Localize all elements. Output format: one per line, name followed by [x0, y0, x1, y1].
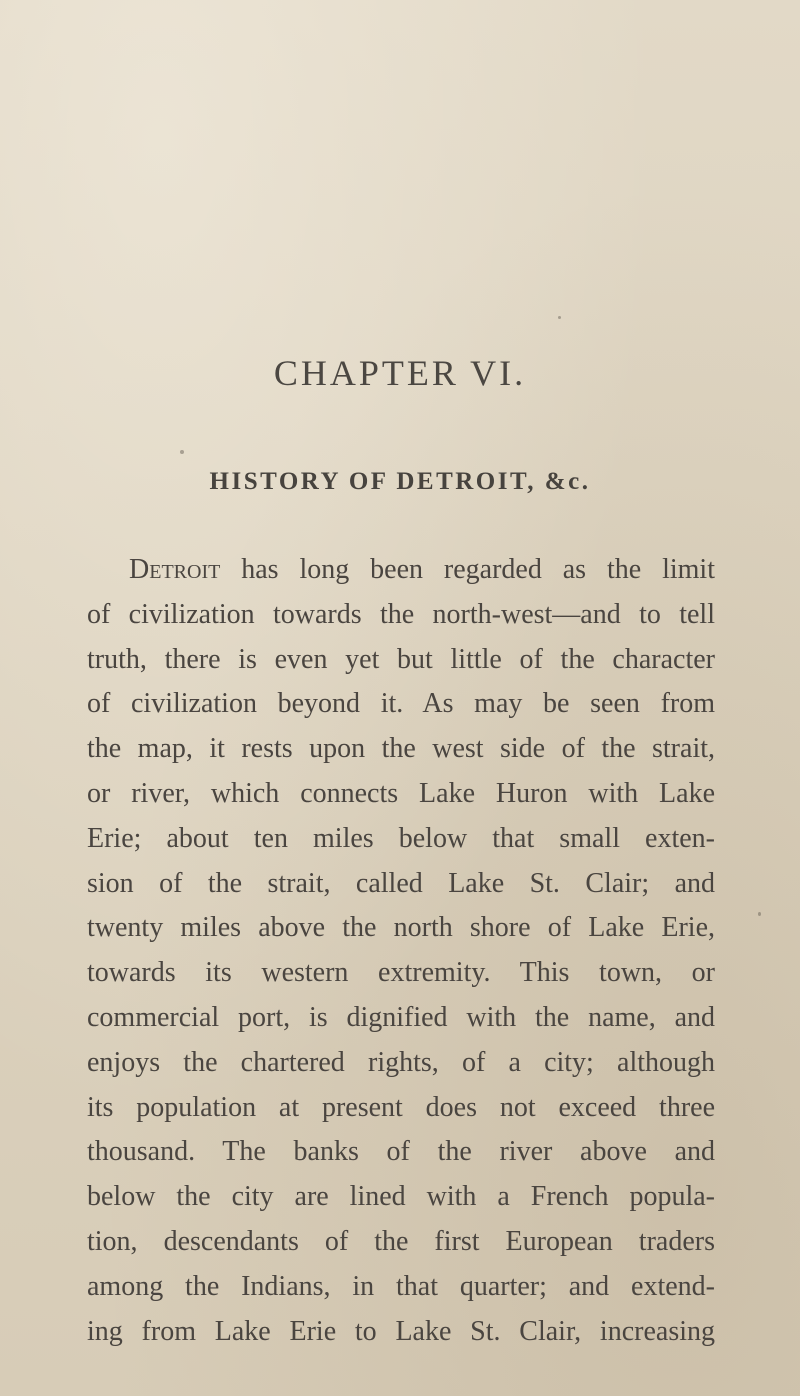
body-line: Erie; about ten miles below that small exten- — [87, 822, 715, 854]
paper-speck — [180, 450, 184, 454]
paper-speck — [558, 316, 561, 319]
body-line: Detroit has long been regarded as the limit — [129, 554, 715, 585]
body-line: sion of the strait, called Lake St. Clair; and — [87, 867, 715, 899]
paper-speck — [758, 912, 761, 916]
body-line: tion, descendants of the first European traders — [87, 1225, 715, 1257]
chapter-body — [87, 548, 715, 1354]
body-line: of civilization towards the north-west—and to tell — [87, 598, 715, 630]
body-line: among the Indians, in that quarter; and extend- — [87, 1270, 715, 1302]
chapter-heading: CHAPTER VI. — [273, 353, 527, 393]
body-line: below the city are lined with a French popula- — [87, 1181, 715, 1213]
body-line: its population at present does not exceed three — [87, 1091, 715, 1123]
body-line: towards its western extremity. This town, or — [87, 957, 715, 989]
body-line: truth, there is even yet but little of the character — [87, 643, 715, 675]
body-line: the map, it rests upon the west side of the strait, — [87, 733, 715, 765]
body-line: or river, which connects Lake Huron with Lake — [87, 777, 715, 809]
body-line: of civilization beyond it. As may be seen from — [87, 688, 715, 720]
body-line: enjoys the chartered rights, of a city; although — [87, 1046, 715, 1078]
body-line: ing from Lake Erie to Lake St. Clair, increasing — [87, 1315, 715, 1347]
body-line: thousand. The banks of the river above and — [87, 1136, 715, 1168]
drop-word: Detroit — [129, 554, 221, 585]
body-line: twenty miles above the north shore of Lake Erie, — [87, 912, 715, 944]
body-line: commercial port, is dignified with the name, and — [87, 1001, 715, 1033]
chapter-subtitle: HISTORY OF DETROIT, &c. — [209, 468, 591, 495]
